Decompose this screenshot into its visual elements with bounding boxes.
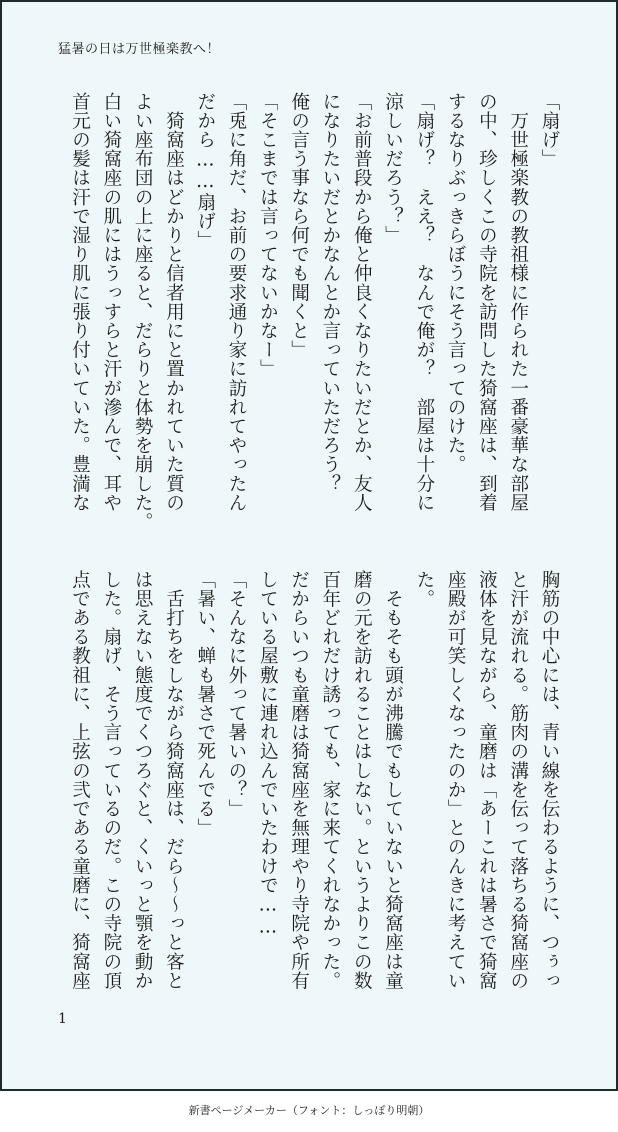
text-line: 首元の髪は汗で湿り肌に張り付いていた。豊満な <box>69 92 91 513</box>
text-line: 「そこまでは言ってないかなー」 <box>257 92 279 379</box>
text-line: している屋敷に連れ込んでいたわけで…… <box>257 570 279 938</box>
text-line: 「暑い、蝉も暑さで死んでる」 <box>194 570 216 838</box>
page-number: 1 <box>58 1011 67 1027</box>
text-line: そもそも頭が沸騰でもしていないと猗窩座は童 <box>382 570 404 991</box>
text-line: 点である教祖に、上弦の弐である童磨に、猗窩座 <box>69 570 91 991</box>
text-line: と汗が流れる。筋肉の溝を伝って落ちる猗窩座の <box>507 570 529 991</box>
text-line: 「扇げ」 <box>539 92 560 169</box>
text-line: 涼しいだろう？」 <box>382 92 404 245</box>
text-line: 「お前普段から俺と仲良くなりたいだとか、友人 <box>351 92 373 513</box>
lower-text-block <box>69 570 560 1010</box>
text-line: 磨の元を訪れることはしない。というよりこの数 <box>351 570 373 991</box>
text-line: 「兎に角だ、お前の要求通り家に訪れてやったん <box>226 92 248 513</box>
running-title: 猛暑の日は万世極楽教へ！ <box>58 42 221 57</box>
text-line: 舌打ちをしながら猗窩座は、だら～～っと客と <box>163 570 185 991</box>
text-line: した。扇げ、そう言っているのだ。この寺院の頂 <box>100 570 122 991</box>
text-line: 胸筋の中心には、青い線を伝わるように、つぅっ <box>539 570 560 991</box>
text-line: するなりぶっきらぼうにそう言ってのけた。 <box>445 92 467 474</box>
text-line: た。 <box>413 570 435 609</box>
text-line: 万世極楽教の教祖様に作られた一番豪華な部屋 <box>507 92 529 513</box>
text-line: 俺の言う事なら何でも聞くと」 <box>288 92 310 360</box>
footer-credit: 新書ページメーカー（フォント：しっぽり明朝） <box>188 1104 430 1117</box>
text-line: 「そんなに外って暑いの？」 <box>226 570 248 819</box>
text-line: 猗窩座はどかりと信者用にと置かれていた質の <box>163 92 185 513</box>
text-line: になりたいだとかなんとか言っていただろう？ <box>319 92 341 494</box>
text-line: だから……扇げ」 <box>194 92 216 250</box>
text-line: よい座布団の上に座ると、だらりと体勢を崩した。 <box>132 92 154 532</box>
upper-text-block <box>69 92 560 532</box>
text-line: 百年どれだけ誘っても、家に来てくれなかった。 <box>319 570 341 991</box>
text-line: だからいつも童磨は猗窩座を無理やり寺院や所有 <box>288 570 310 991</box>
text-line: 液体を見ながら、童磨は「あーこれは暑さで猗窩 <box>476 570 498 991</box>
text-line: の中、珍しくこの寺院を訪問した猗窩座は、到着 <box>476 92 498 513</box>
text-line: 白い猗窩座の肌にはうっすらと汗が滲んで、耳や <box>100 92 122 513</box>
text-line: 座殿が可笑しくなったのか」とのんきに考えてい <box>445 570 467 991</box>
text-line: 「扇げ？ ええ？ なんで俺が？ 部屋は十分に <box>413 92 435 513</box>
text-line: は思えない態度でくつろぐと、くいっと顎を動か <box>132 570 154 991</box>
